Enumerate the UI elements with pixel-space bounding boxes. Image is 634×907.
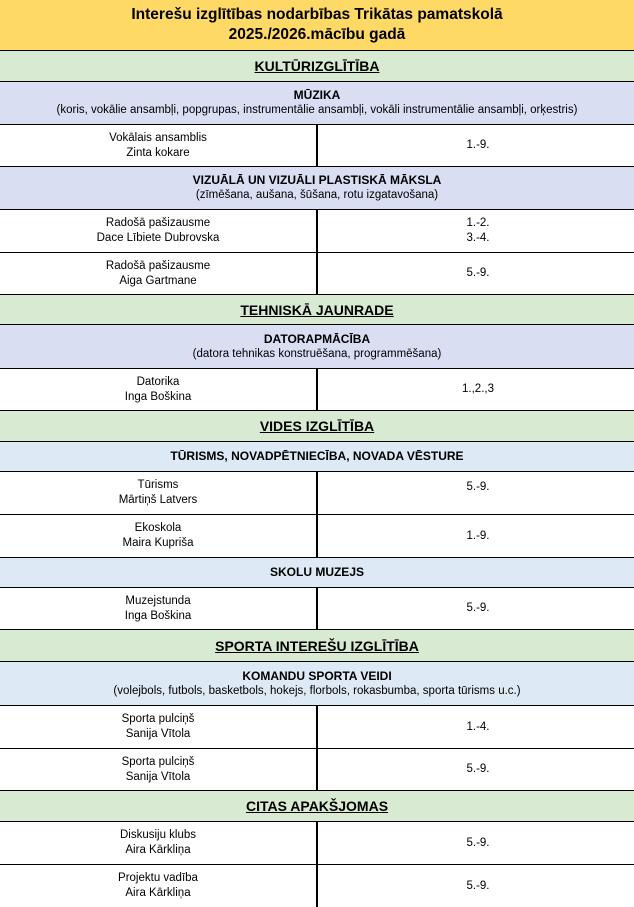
table-row	[0, 472, 634, 515]
grades-value: 5.-9.	[466, 879, 490, 892]
activity-name: Datorika	[136, 375, 180, 388]
grades-cell	[318, 706, 634, 748]
document-title	[0, 0, 634, 51]
activity-cell	[0, 706, 318, 748]
activity-name: Radošā pašizausme	[105, 217, 211, 229]
table-row	[0, 125, 634, 167]
grades-value: 3.-4.	[466, 232, 490, 244]
table-row	[0, 369, 634, 411]
teacher-name: Sanija Vītola	[125, 770, 191, 783]
teacher-name: Aira Kārkliņa	[125, 844, 191, 856]
grades-value: 5.-9.	[466, 836, 490, 849]
activity-name: Tūrisms	[137, 479, 179, 491]
activity-cell	[0, 210, 318, 252]
grades-cell	[318, 865, 634, 907]
activity-cell	[0, 588, 318, 629]
teacher-name: Maira Kupriša	[122, 537, 194, 549]
teacher-name: Sanija Vītola	[125, 728, 191, 740]
teacher-name: Aiga Gartmane	[119, 274, 197, 287]
grades-value: 1.-9.	[466, 529, 490, 542]
activity-cell	[0, 253, 318, 294]
subcategory-muzika	[0, 82, 634, 125]
activity-cell	[0, 515, 318, 557]
grades-cell	[318, 588, 634, 629]
activity-name: Projektu vadība	[118, 872, 198, 884]
table-row	[0, 515, 634, 558]
subcategory-description: (datora tehnikas konstruēšana, programmēšana)	[192, 347, 442, 360]
activity-name: Diskusiju klubs	[119, 829, 197, 841]
grades-cell	[318, 749, 634, 790]
grades-cell	[318, 253, 634, 294]
grades-cell	[318, 822, 634, 864]
table-row	[0, 706, 634, 749]
teacher-name: Inga Boškina	[124, 390, 192, 403]
subcategory-turisms	[0, 442, 634, 472]
subcategory-description: (zīmēšana, aušana, šūšana, rotu izgatavošana)	[195, 189, 439, 201]
grades-value: 1.-9.	[466, 139, 490, 151]
grades-cell	[318, 472, 634, 514]
table-row	[0, 210, 634, 253]
grades-value: 5.-9.	[466, 763, 490, 775]
subcategory-skolu-muzejs	[0, 558, 634, 588]
title-line-1: Interešu izglītības nodarbības Trikātas pamatskolā	[131, 6, 503, 23]
grades-value: 5.-9.	[466, 267, 490, 279]
teacher-name: Inga Boškina	[124, 609, 192, 622]
activity-name: Radošā pašizausme	[105, 259, 211, 272]
subcategory-description: (volejbols, futbols, basketbols, hokejs, florbols, rokasbumba, sporta tūrisms u.c.)	[113, 684, 521, 697]
subcategory-title: MŪZIKA	[293, 88, 341, 102]
subcategory-title: TŪRISMS, NOVADPĒTNIECĪBA, NOVADA VĒSTURE	[170, 449, 464, 463]
activity-name: Sporta pulciņš	[121, 755, 195, 768]
activity-cell	[0, 822, 318, 864]
grades-value: 1.,2.,3	[462, 383, 494, 395]
category-vides-izglitiba: VIDES IZGLĪTĪBA	[0, 411, 634, 442]
grades-cell	[318, 515, 634, 557]
table-row	[0, 588, 634, 630]
title-line-2: 2025./2026.mācību gadā	[228, 26, 406, 43]
teacher-name: Dace Lībiete Dubrovska	[96, 232, 220, 244]
activity-cell	[0, 369, 318, 410]
subcategory-description: (koris, vokālie ansambļi, popgrupas, instrumentālie ansambļi, vokāli instrumentālie ansambļi, orķestris)	[56, 104, 578, 116]
grades-cell	[318, 210, 634, 252]
activity-cell	[0, 865, 318, 907]
subcategory-title: DATORAPMĀCĪBA	[263, 331, 371, 346]
activity-name: Ekoskola	[134, 522, 182, 534]
activity-name: Muzejstunda	[125, 594, 191, 607]
category-sporta-interesu-izglitiba: SPORTA INTEREŠU IZGLĪTĪBA	[0, 630, 634, 662]
activity-cell	[0, 472, 318, 514]
table-row	[0, 822, 634, 865]
activity-cell	[0, 749, 318, 790]
subcategory-title: KOMANDU SPORTA VEIDI	[242, 668, 392, 683]
activity-name: Vokālais ansamblis	[109, 131, 207, 144]
grades-value: 1.-4.	[466, 720, 490, 733]
subcategory-komandu-sporta-veidi	[0, 662, 634, 706]
subcategory-title: SKOLU MUZEJS	[269, 565, 364, 579]
category-kulturizglitiba: KULTŪRIZGLĪTĪBA	[0, 51, 634, 82]
activity-name: Sporta pulciņš	[121, 713, 195, 725]
subcategory-vizuala-maksla	[0, 167, 634, 210]
subcategory-datorapmaciba	[0, 325, 634, 369]
grades-value: 5.-9.	[466, 481, 490, 493]
grades-value: 1.-2.	[466, 217, 490, 229]
teacher-name: Aira Kārkliņa	[125, 887, 191, 899]
table-row	[0, 865, 634, 907]
teacher-name: Mārtiņš Latvers	[118, 494, 198, 506]
grades-cell	[318, 369, 634, 410]
category-tehniska-jaunrade: TEHNISKĀ JAUNRADE	[0, 295, 634, 325]
grades-cell	[318, 125, 634, 166]
table-row	[0, 749, 634, 791]
grades-value: 5.-9.	[466, 602, 490, 614]
subcategory-title: VIZUĀLĀ UN VIZUĀLI PLASTISKĀ MĀKSLA	[192, 173, 442, 187]
activity-cell	[0, 125, 318, 166]
teacher-name: Zinta kokare	[126, 146, 190, 159]
table-row	[0, 253, 634, 295]
category-citas-apaksjomas: CITAS APAKŠJOMAS	[0, 791, 634, 822]
